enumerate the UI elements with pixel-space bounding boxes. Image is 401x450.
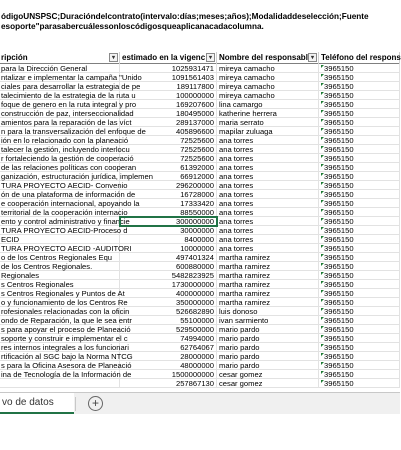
cell-estimated-value[interactable]: 8400000	[120, 235, 217, 244]
table-row	[0, 109, 400, 118]
cell-description[interactable]: ento y control administrativo y financie	[1, 217, 130, 226]
phone-value: 3965150	[324, 64, 354, 73]
cell-responsible-phone[interactable]	[319, 244, 400, 253]
cell-responsible-phone[interactable]	[319, 298, 400, 307]
table-row	[0, 127, 400, 136]
cell-responsible-phone[interactable]	[319, 307, 400, 316]
phone-value: 3965150	[324, 91, 354, 100]
table-row	[0, 307, 400, 316]
cell-responsible-name[interactable]: mireya camacho	[217, 91, 319, 100]
phone-value: 3965150	[324, 163, 354, 172]
table-row	[0, 73, 400, 82]
cell-description[interactable]: o de los Centros Regionales Equ	[0, 253, 120, 262]
cell-responsible-phone[interactable]	[319, 226, 400, 235]
phone-value: 3965150	[324, 271, 354, 280]
cell-estimated-value[interactable]: 30000000	[120, 226, 217, 235]
table-row	[0, 235, 400, 244]
cell-estimated-value[interactable]: 296200000	[120, 181, 217, 190]
cell-responsible-phone[interactable]	[319, 172, 400, 181]
phone-value: 3965150	[324, 379, 354, 388]
cell-responsible-name[interactable]: mireya camacho	[217, 73, 319, 82]
cell-description[interactable]: n para la transversalización del enfoque de	[1, 127, 146, 136]
cell-responsible-phone[interactable]	[319, 334, 400, 343]
cell-estimated-value[interactable]: 169207600	[120, 100, 217, 109]
cell-description[interactable]: de las relaciones políticas con cooperan	[1, 163, 137, 172]
table-row	[0, 316, 400, 325]
cell-estimated-value[interactable]: 529500000	[120, 325, 217, 334]
cell-responsible-phone[interactable]	[319, 253, 400, 262]
cell-responsible-name[interactable]: ana torres	[217, 172, 319, 181]
table-row	[0, 280, 400, 289]
cell-responsible-phone[interactable]	[319, 118, 400, 127]
table-row	[0, 334, 400, 343]
cell-estimated-value[interactable]: 1730000000	[120, 280, 217, 289]
header-description[interactable]: ripción ▾	[0, 52, 120, 64]
cell-estimated-value[interactable]: 400000000	[120, 289, 217, 298]
add-sheet-button[interactable]: +	[88, 396, 103, 411]
cell-responsible-phone[interactable]	[319, 262, 400, 271]
cell-responsible-name[interactable]: martha ramirez	[217, 298, 319, 307]
cell-responsible-phone[interactable]	[319, 181, 400, 190]
cell-responsible-phone[interactable]	[319, 82, 400, 91]
cell-responsible-name[interactable]: ana torres	[217, 181, 319, 190]
cell-responsible-phone[interactable]	[319, 145, 400, 154]
cell-description[interactable]: ondo de Reparación, la que le sea entr	[1, 316, 132, 325]
table-row	[0, 343, 400, 352]
cell-description[interactable]: de los Centros Regionales.	[0, 262, 120, 271]
cell-estimated-value[interactable]: 289137000	[120, 118, 217, 127]
table-row	[0, 154, 400, 163]
cell-description[interactable]: res internos integrales a los funcionari	[1, 343, 129, 352]
phone-value: 3965150	[324, 82, 354, 91]
cell-estimated-value[interactable]: 497401324	[120, 253, 217, 262]
phone-value: 3965150	[324, 172, 354, 181]
phone-value: 3965150	[324, 262, 354, 271]
cell-description[interactable]: Regionales	[0, 271, 120, 280]
cell-estimated-value[interactable]: 257867130	[120, 379, 217, 388]
cell-description[interactable]: soporte y construir e implementar el c	[1, 334, 128, 343]
cell-description[interactable]: talecimiento de la estrategia de la ruta u	[1, 91, 136, 100]
cell-estimated-value[interactable]: 10000000	[120, 244, 217, 253]
cell-description[interactable]	[0, 379, 120, 388]
cell-description[interactable]: s para apoyar el proceso de Planeació	[1, 325, 131, 334]
cell-description[interactable]: ntalizar e implementar la campaña "Unido	[1, 73, 142, 82]
phone-value: 3965150	[324, 370, 354, 379]
table-row	[0, 100, 400, 109]
cell-responsible-name[interactable]: ivan sarmiento	[217, 316, 319, 325]
phone-value: 3965150	[324, 307, 354, 316]
table-row	[0, 352, 400, 361]
phone-value: 3965150	[324, 181, 354, 190]
table-row	[0, 199, 400, 208]
cell-estimated-value[interactable]: 72525600	[120, 145, 217, 154]
cell-description[interactable]: s para la Oficina Asesora de Planeació	[1, 361, 132, 370]
cell-estimated-value[interactable]: 72525600	[120, 136, 217, 145]
phone-value: 3965150	[324, 325, 354, 334]
cell-estimated-value[interactable]: 600880000	[120, 262, 217, 271]
cell-responsible-phone[interactable]	[319, 190, 400, 199]
cell-description[interactable]: ECID	[0, 235, 120, 244]
cell-responsible-name[interactable]: martha ramirez	[217, 262, 319, 271]
cell-responsible-name[interactable]: mireya camacho	[217, 64, 319, 73]
phone-value: 3965150	[324, 343, 354, 352]
cell-responsible-name[interactable]: cesar gomez	[217, 370, 319, 379]
table-row	[0, 118, 400, 127]
cell-estimated-value[interactable]: 72525600	[120, 154, 217, 163]
cell-responsible-phone[interactable]	[319, 316, 400, 325]
cell-description[interactable]: TURA PROYECTO AECID- Convenio	[1, 181, 128, 190]
header-responsible-phone[interactable]: Teléfono del respons	[321, 53, 401, 62]
table-row	[0, 244, 400, 253]
cell-description[interactable]: rofesionales relacionadas con la oficin	[1, 307, 130, 316]
table-row	[0, 64, 400, 73]
cell-description[interactable]: ciales para desarrollar la estrategia de pe	[1, 82, 141, 91]
phone-value: 3965150	[324, 73, 354, 82]
cell-responsible-phone[interactable]	[319, 127, 400, 136]
cell-responsible-name[interactable]: katherine herrera	[217, 109, 319, 118]
cell-estimated-value[interactable]: 1500000000	[120, 370, 217, 379]
cell-responsible-name[interactable]: mireya camacho	[217, 82, 319, 91]
table-row	[0, 325, 400, 334]
cell-responsible-name[interactable]: ana torres	[217, 145, 319, 154]
table-row	[0, 226, 400, 235]
table-row	[0, 82, 400, 91]
phone-value: 3965150	[324, 136, 354, 145]
cell-responsible-phone[interactable]	[319, 280, 400, 289]
table-row	[0, 262, 400, 271]
phone-value: 3965150	[324, 235, 354, 244]
cell-estimated-value[interactable]: 526682890	[120, 307, 217, 316]
cell-responsible-name[interactable]: ana torres	[217, 235, 319, 244]
status-area	[0, 414, 400, 450]
cell-responsible-name[interactable]: maria serrato	[217, 118, 319, 127]
sheet-tab-datos[interactable]: vo de datos	[0, 393, 74, 414]
spreadsheet-grid[interactable]	[0, 64, 400, 392]
table-row	[0, 361, 400, 370]
filter-dropdown-icon[interactable]: ▾	[109, 53, 118, 62]
cell-responsible-name[interactable]: martha ramirez	[217, 280, 319, 289]
table-row	[0, 298, 400, 307]
cell-description[interactable]: s Centros Regionales	[0, 280, 120, 289]
phone-value: 3965150	[324, 118, 354, 127]
table-row	[0, 289, 400, 298]
cell-responsible-phone[interactable]	[319, 109, 400, 118]
phone-value: 3965150	[324, 298, 354, 307]
cell-description[interactable]: ina de Tecnología de la Información de	[1, 370, 132, 379]
cell-description[interactable]: r fortaleciendo la gestión de cooperació	[1, 154, 134, 163]
banner-line-1: ódigoUNSPSC;Duracióndelcontrato(intervalo:días;meses;años);Modalidaddeselección;Fuente	[1, 12, 369, 21]
cell-responsible-phone[interactable]	[319, 379, 400, 388]
cell-estimated-value[interactable]: 1025931471	[120, 64, 217, 73]
cell-estimated-value[interactable]: 300000000	[120, 217, 217, 226]
phone-value: 3965150	[324, 226, 354, 235]
cell-responsible-name[interactable]: ana torres	[217, 190, 319, 199]
cell-responsible-name[interactable]: ana torres	[217, 226, 319, 235]
cell-description[interactable]: ón de una plataforma de información de	[1, 190, 136, 199]
phone-value: 3965150	[324, 109, 354, 118]
table-row	[0, 172, 400, 181]
cell-estimated-value[interactable]: 62764067	[120, 343, 217, 352]
cell-responsible-name[interactable]: ana torres	[217, 154, 319, 163]
phone-value: 3965150	[324, 316, 354, 325]
cell-responsible-name[interactable]: ana torres	[217, 136, 319, 145]
cell-estimated-value[interactable]: 74994000	[120, 334, 217, 343]
cell-estimated-value[interactable]: 88550000	[120, 208, 217, 217]
instructions-banner	[0, 12, 400, 42]
cell-responsible-phone[interactable]	[319, 361, 400, 370]
phone-value: 3965150	[324, 280, 354, 289]
cell-estimated-value[interactable]: 5482823925	[120, 271, 217, 280]
cell-estimated-value[interactable]: 180495000	[120, 109, 217, 118]
table-row	[0, 163, 400, 172]
cell-description[interactable]: TURA PROYECTO AECID -AUDITORI	[1, 244, 132, 253]
cell-estimated-value[interactable]: 55100000	[120, 316, 217, 325]
cell-responsible-name[interactable]: lina camargo	[217, 100, 319, 109]
cell-responsible-phone[interactable]	[319, 370, 400, 379]
table-row	[0, 145, 400, 154]
cell-responsible-name[interactable]: ana torres	[217, 208, 319, 217]
table-row	[0, 190, 400, 199]
cell-estimated-value[interactable]: 100000000	[120, 91, 217, 100]
cell-responsible-phone[interactable]	[319, 91, 400, 100]
phone-value: 3965150	[324, 208, 354, 217]
cell-responsible-phone[interactable]	[319, 289, 400, 298]
cell-responsible-phone[interactable]	[319, 136, 400, 145]
cell-responsible-phone[interactable]	[319, 235, 400, 244]
cell-estimated-value[interactable]: 28000000	[120, 352, 217, 361]
phone-value: 3965150	[324, 361, 354, 370]
cell-description[interactable]: o y funcionamiento de los Centros Re	[1, 298, 128, 307]
cell-responsible-name[interactable]: mario pardo	[217, 361, 319, 370]
cell-responsible-phone[interactable]	[319, 73, 400, 82]
table-row	[0, 370, 400, 379]
cell-description[interactable]: rtificación al SGC bajo la Norma NTCG	[1, 352, 133, 361]
phone-value: 3965150	[324, 145, 354, 154]
cell-description[interactable]: e cooperación internacional, apoyando la	[1, 199, 140, 208]
cell-responsible-phone[interactable]	[319, 100, 400, 109]
phone-value: 3965150	[324, 217, 354, 226]
phone-value: 3965150	[324, 334, 354, 343]
phone-value: 3965150	[324, 352, 354, 361]
cell-responsible-name[interactable]: mario pardo	[217, 334, 319, 343]
cell-responsible-name[interactable]: martha ramirez	[217, 271, 319, 280]
phone-value: 3965150	[324, 199, 354, 208]
phone-value: 3965150	[324, 253, 354, 262]
cell-estimated-value[interactable]: 16728000	[120, 190, 217, 199]
table-row	[0, 208, 400, 217]
cell-responsible-name[interactable]: ana torres	[217, 199, 319, 208]
cell-description[interactable]: amientos para la reparación de las víct	[1, 118, 132, 127]
cell-estimated-value[interactable]: 66912000	[120, 172, 217, 181]
cell-estimated-value[interactable]: 189117800	[120, 82, 217, 91]
cell-responsible-phone[interactable]	[319, 163, 400, 172]
table-row	[0, 217, 400, 226]
cell-description[interactable]: ión en lo relacionado con la planeació	[1, 136, 129, 145]
cell-description[interactable]: s Centros Regionales y Puntos de At	[1, 289, 125, 298]
cell-estimated-value[interactable]: 61392000	[120, 163, 217, 172]
phone-value: 3965150	[324, 127, 354, 136]
cell-description[interactable]: construcción de paz, interseccionalidad	[1, 109, 134, 118]
cell-responsible-phone[interactable]	[319, 352, 400, 361]
table-row	[0, 91, 400, 100]
cell-responsible-name[interactable]: ana torres	[217, 163, 319, 172]
tab-separator	[75, 397, 76, 411]
cell-estimated-value[interactable]: 350000000	[120, 298, 217, 307]
cell-responsible-name[interactable]: mario pardo	[217, 343, 319, 352]
cell-responsible-name[interactable]: ana torres	[217, 217, 319, 226]
cell-description[interactable]: foque de genero en la ruta integral y pro	[1, 100, 137, 109]
phone-value: 3965150	[324, 154, 354, 163]
cell-estimated-value[interactable]: 48000000	[120, 361, 217, 370]
cell-description[interactable]: territorial de la cooperación internacio	[1, 208, 128, 217]
phone-value: 3965150	[324, 190, 354, 199]
table-row	[0, 181, 400, 190]
cell-responsible-name[interactable]: ana torres	[217, 244, 319, 253]
cell-estimated-value[interactable]: 17333420	[120, 199, 217, 208]
phone-value: 3965150	[324, 289, 354, 298]
cell-description[interactable]: para la Dirección General	[0, 64, 120, 73]
banner-line-2: esoporte"parasabercuálessonloscódigosqueaplicanacadacolumna.	[1, 22, 264, 31]
cell-responsible-name[interactable]: cesar gomez	[217, 379, 319, 388]
cell-responsible-phone[interactable]	[319, 64, 400, 73]
cell-responsible-phone[interactable]	[319, 217, 400, 226]
header-responsible-name[interactable]: Nombre del responsabl ▾	[217, 52, 319, 64]
phone-value: 3965150	[324, 244, 354, 253]
table-row	[0, 253, 400, 262]
cell-responsible-name[interactable]: mapilar zuluaga	[217, 127, 319, 136]
header-estimated-value[interactable]: estimado en la vigenc ▾	[120, 52, 217, 64]
table-header	[0, 52, 400, 64]
cell-responsible-name[interactable]: mario pardo	[217, 352, 319, 361]
cell-responsible-name[interactable]: martha ramirez	[217, 253, 319, 262]
cell-estimated-value[interactable]: 1091561403	[120, 73, 217, 82]
cell-responsible-phone[interactable]	[319, 325, 400, 334]
filter-dropdown-icon[interactable]: ▾	[308, 53, 317, 62]
cell-responsible-name[interactable]: luis donoso	[217, 307, 319, 316]
table-row	[0, 271, 400, 280]
cell-responsible-phone[interactable]	[319, 199, 400, 208]
sheet-tab-bar	[0, 392, 400, 414]
cell-description[interactable]: talecer la gestión, incluyendo interlocu	[1, 145, 130, 154]
cell-description[interactable]: TURA PROYECTO AECID-Proceso d	[1, 226, 128, 235]
cell-estimated-value[interactable]: 405896600	[120, 127, 217, 136]
cell-responsible-phone[interactable]	[319, 271, 400, 280]
phone-value: 3965150	[324, 100, 354, 109]
table-row	[0, 379, 400, 388]
cell-responsible-phone[interactable]	[319, 208, 400, 217]
cell-responsible-name[interactable]: mario pardo	[217, 325, 319, 334]
table-row	[0, 136, 400, 145]
cell-responsible-name[interactable]: martha ramirez	[217, 289, 319, 298]
cell-responsible-phone[interactable]	[319, 343, 400, 352]
filter-dropdown-icon[interactable]: ▾	[206, 53, 215, 62]
cell-description[interactable]: ganización, estructuración jurídica, implemen	[1, 172, 153, 181]
cell-responsible-phone[interactable]	[319, 154, 400, 163]
